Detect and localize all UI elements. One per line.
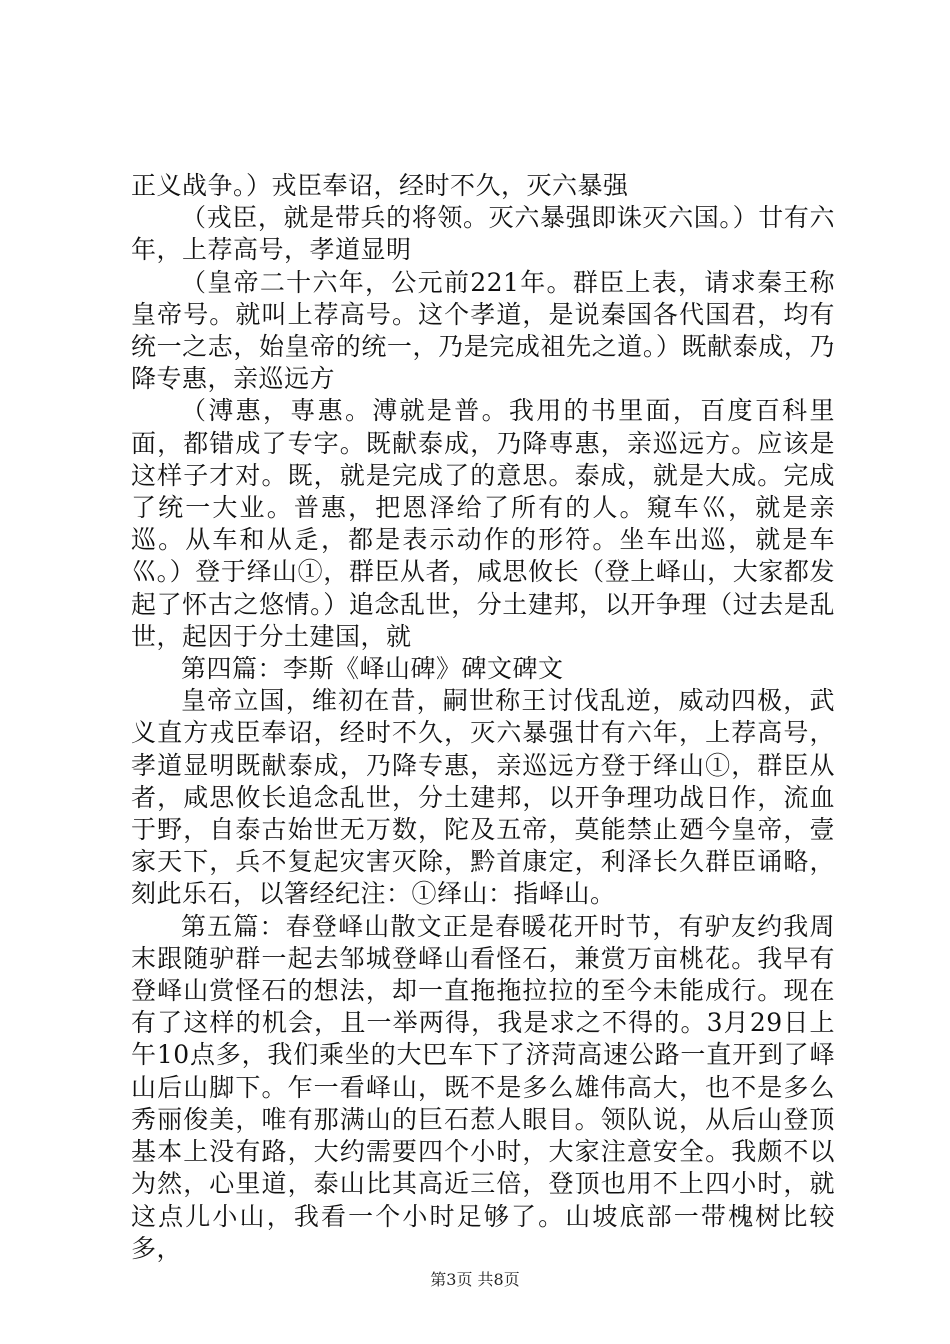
paragraph: 第五篇：春登峄山散文正是春暖花开时节，有驴友约我周末跟随驴群一起去邹城登峄山看怪石，兼赏万亩桃花。我早有登峄山赏怪石的想法，却一直拖拖拉拉的至今未能成行。现在有了这样的机会，且一举两得，我是求之不得的。3月29日上午10点多，我们乘坐的大巴车下了济菏高速公路一直开到了峄山后山脚下。乍一看峄山，既不是多么雄伟高大，也不是多么秀丽俊美，唯有那满山的巨石惹人眼目。领队说，从后山登顶基本上没有路，大约需要四个小时，大家注意安全。我颇不以为然，心里道，泰山比其高近三倍，登顶也用不上四小时，就这点儿小山，我看一个小时足够了。山坡底部一带槐树比较多，: [131, 911, 835, 1263]
document-body: [131, 170, 835, 1265]
paragraph: （溥惠，専惠。溥就是普。我用的书里面，百度百科里面，都错成了专字。既献泰成，乃降専惠，亲巡远方。应该是这样子才对。既，就是完成了的意思。泰成，就是大成。完成了统一大业。普惠，把恩泽给了所有的人。窺车巛，就是亲巡。从车和从辵，都是表示动作的形符。坐车出巡，就是车巛。）登于绎山①，群臣从者，咸思攸长（登上峄山，大家都发起了怀古之悠情。）追念乱世，分土建邦，以开争理（过去是乱世，起因于分土建国，就: [131, 396, 835, 651]
paragraph: 正义战争。）戎臣奉诏，经时不久，灭六暴强: [131, 171, 629, 200]
paragraph: （戎臣，就是带兵的将领。灭六暴强即诛灭六国。）廿有六年，上荐高号，孝道显明: [131, 203, 835, 265]
page-footer: 第3页 共8页: [430, 1270, 520, 1289]
paragraph: 皇帝立国，维初在昔，嗣世称王讨伐乱逆，威动四极，武义直方戎臣奉诏，经时不久，灭六暴强廿有六年，上荐高号，孝道显明既献泰成，乃降专惠，亲巡远方登于绎山①，群臣从者，咸思攸长追念乱世，分土建邦，以开争理功战日作，流血于野，自泰古始世无万数，陀及五帝，莫能禁止廼今皇帝，壹家天下，兵不复起灾害灭除，黔首康定，利泽长久群臣诵略，刻此乐石，以箸经纪注：①绎山：指峄山。: [131, 686, 835, 909]
section-heading: 第四篇：李斯《峄山碑》碑文碑文: [181, 654, 564, 684]
paragraph: （皇帝二十六年，公元前221年。群臣上表，请求秦王称皇帝号。就叫上荐高号。这个孝道，是说秦国各代国君，均有统一之志，始皇帝的统一，乃是完成祖先之道。）既献泰成，乃降专惠，亲巡远方: [131, 267, 835, 394]
